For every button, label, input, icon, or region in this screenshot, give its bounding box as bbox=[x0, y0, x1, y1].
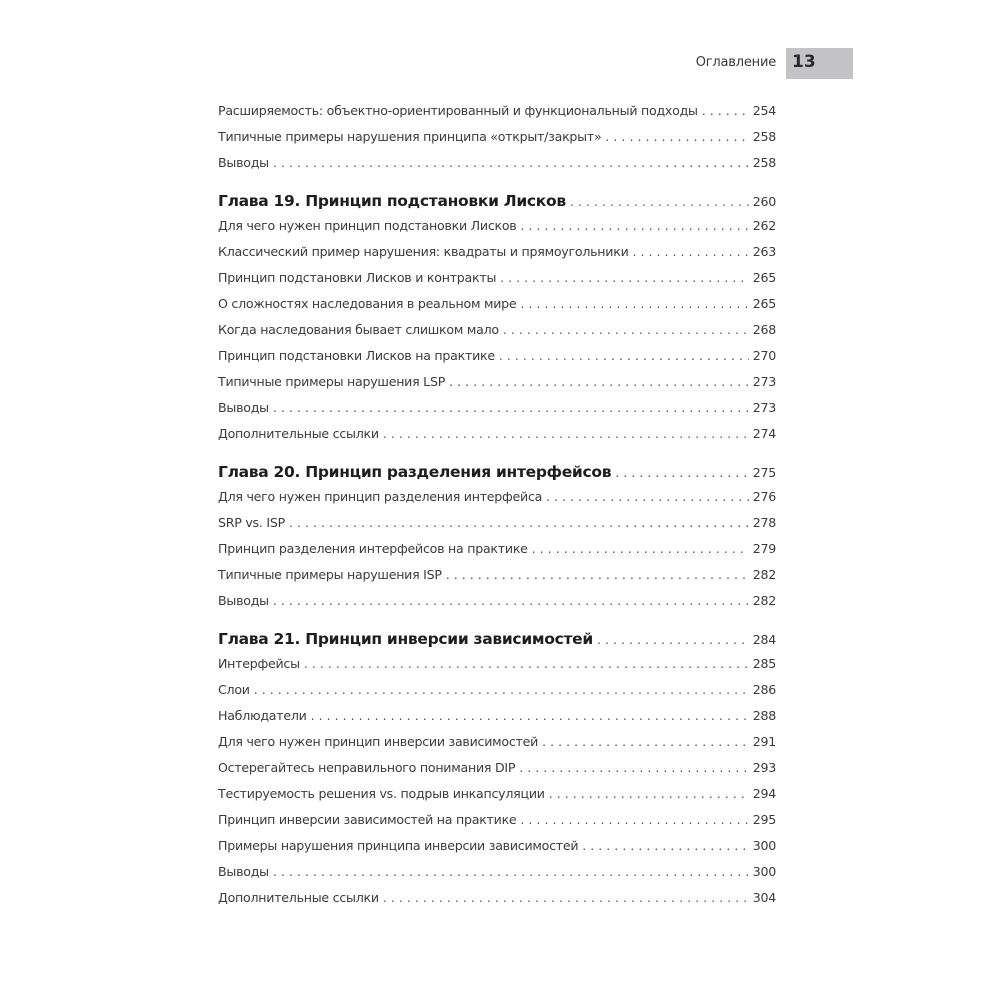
toc-chapter-entry[interactable] bbox=[218, 630, 776, 656]
dot-leader bbox=[499, 348, 749, 363]
dot-leader bbox=[446, 567, 749, 582]
toc-entry-title: О сложностях наследования в реальном мире bbox=[218, 296, 517, 311]
toc-section-entry[interactable] bbox=[218, 593, 776, 619]
toc-entry-title: Глава 19. Принцип подстановки Лисков bbox=[218, 192, 566, 210]
toc-section-entry[interactable] bbox=[218, 103, 776, 129]
dot-leader bbox=[500, 270, 749, 285]
table-of-contents bbox=[218, 103, 776, 916]
toc-section-entry[interactable] bbox=[218, 656, 776, 682]
toc-entry-title: Тестируемость решения vs. подрыв инкапсуляции bbox=[218, 786, 545, 801]
toc-entry-title: Выводы bbox=[218, 155, 269, 170]
toc-entry-title: Выводы bbox=[218, 864, 269, 879]
toc-chapter-entry[interactable] bbox=[218, 192, 776, 218]
toc-entry-page: 284 bbox=[752, 632, 776, 647]
toc-entry-title: Принцип подстановки Лисков на практике bbox=[218, 348, 495, 363]
dot-leader bbox=[304, 656, 749, 671]
toc-entry-title: Типичные примеры нарушения LSP bbox=[218, 374, 446, 389]
toc-entry-title: Типичные примеры нарушения принципа «открыт/закрыт» bbox=[218, 129, 602, 144]
toc-section-entry[interactable] bbox=[218, 838, 776, 864]
toc-entry-page: 262 bbox=[752, 218, 776, 233]
toc-entry-title: Когда наследования бывает слишком мало bbox=[218, 322, 499, 337]
toc-section-entry[interactable] bbox=[218, 244, 776, 270]
toc-entry-title: Типичные примеры нарушения ISP bbox=[218, 567, 442, 582]
toc-section-entry[interactable] bbox=[218, 541, 776, 567]
dot-leader bbox=[702, 103, 749, 118]
toc-entry-page: 275 bbox=[752, 465, 776, 480]
toc-entry-page: 294 bbox=[752, 786, 776, 801]
toc-entry-page: 282 bbox=[752, 567, 776, 582]
toc-section-entry[interactable] bbox=[218, 426, 776, 452]
toc-section-entry[interactable] bbox=[218, 864, 776, 890]
toc-entry-page: 278 bbox=[752, 515, 776, 530]
dot-leader bbox=[549, 786, 749, 801]
toc-entry-title: Интерфейсы bbox=[218, 656, 300, 671]
toc-entry-page: 274 bbox=[752, 426, 776, 441]
toc-entry-page: 300 bbox=[752, 838, 776, 853]
dot-leader bbox=[615, 465, 748, 480]
toc-section-entry[interactable] bbox=[218, 734, 776, 760]
toc-section-entry[interactable] bbox=[218, 515, 776, 541]
dot-leader bbox=[383, 426, 749, 441]
toc-section-entry[interactable] bbox=[218, 708, 776, 734]
toc-chapter-entry[interactable] bbox=[218, 463, 776, 489]
dot-leader bbox=[546, 489, 749, 504]
toc-entry-page: 273 bbox=[752, 400, 776, 415]
toc-entry-page: 263 bbox=[752, 244, 776, 259]
toc-entry-title: Принцип инверсии зависимостей на практике bbox=[218, 812, 517, 827]
dot-leader bbox=[633, 244, 749, 259]
toc-entry-page: 295 bbox=[752, 812, 776, 827]
toc-entry-page: 265 bbox=[752, 296, 776, 311]
toc-section-entry[interactable] bbox=[218, 760, 776, 786]
toc-entry-page: 270 bbox=[752, 348, 776, 363]
dot-leader bbox=[273, 400, 749, 415]
page-number-box bbox=[786, 48, 853, 79]
toc-entry-title: Принцип разделения интерфейсов на практике bbox=[218, 541, 528, 556]
toc-entry-title: Глава 20. Принцип разделения интерфейсов bbox=[218, 463, 612, 481]
toc-entry-title: Выводы bbox=[218, 593, 269, 608]
toc-entry-title: SRP vs. ISP bbox=[218, 515, 285, 530]
toc-section-entry[interactable] bbox=[218, 296, 776, 322]
toc-entry-page: 273 bbox=[752, 374, 776, 389]
toc-entry-title: Для чего нужен принцип разделения интерфейса bbox=[218, 489, 543, 504]
toc-section-entry[interactable] bbox=[218, 890, 776, 916]
toc-entry-page: 282 bbox=[752, 593, 776, 608]
dot-leader bbox=[273, 155, 749, 170]
toc-section-entry[interactable] bbox=[218, 400, 776, 426]
toc-section-entry[interactable] bbox=[218, 270, 776, 296]
running-header bbox=[600, 48, 853, 79]
dot-leader bbox=[449, 374, 749, 389]
toc-section-entry[interactable] bbox=[218, 489, 776, 515]
dot-leader bbox=[273, 593, 749, 608]
toc-entry-title: Принцип подстановки Лисков и контракты bbox=[218, 270, 497, 285]
dot-leader bbox=[520, 812, 748, 827]
toc-section-entry[interactable] bbox=[218, 812, 776, 838]
dot-leader bbox=[311, 708, 749, 723]
toc-entry-page: 285 bbox=[752, 656, 776, 671]
dot-leader bbox=[542, 734, 749, 749]
toc-section-entry[interactable] bbox=[218, 786, 776, 812]
toc-entry-page: 304 bbox=[752, 890, 776, 905]
toc-entry-title: Наблюдатели bbox=[218, 708, 307, 723]
toc-entry-page: 254 bbox=[752, 103, 776, 118]
toc-entry-page: 258 bbox=[752, 129, 776, 144]
toc-entry-page: 286 bbox=[752, 682, 776, 697]
toc-section-entry[interactable] bbox=[218, 129, 776, 155]
running-title: Оглавление bbox=[695, 55, 776, 70]
toc-section-entry[interactable] bbox=[218, 322, 776, 348]
toc-section-entry[interactable] bbox=[218, 218, 776, 244]
toc-entry-page: 291 bbox=[752, 734, 776, 749]
toc-entry-page: 300 bbox=[752, 864, 776, 879]
toc-section-entry[interactable] bbox=[218, 348, 776, 374]
toc-entry-page: 288 bbox=[752, 708, 776, 723]
toc-entry-title: Для чего нужен принцип инверсии зависимостей bbox=[218, 734, 539, 749]
toc-entry-title: Расширяемость: объектно-ориентированный и функциональный подходы bbox=[218, 103, 698, 118]
dot-leader bbox=[520, 218, 748, 233]
toc-entry-title: Глава 21. Принцип инверсии зависимостей bbox=[218, 630, 593, 648]
dot-leader bbox=[503, 322, 749, 337]
toc-section-entry[interactable] bbox=[218, 567, 776, 593]
toc-entry-title: Дополнительные ссылки bbox=[218, 426, 379, 441]
toc-entry-title: Выводы bbox=[218, 400, 269, 415]
toc-section-entry[interactable] bbox=[218, 155, 776, 181]
dot-leader bbox=[605, 129, 748, 144]
dot-leader bbox=[289, 515, 749, 530]
toc-entry-title: Дополнительные ссылки bbox=[218, 890, 379, 905]
toc-section-entry[interactable] bbox=[218, 374, 776, 400]
toc-entry-page: 268 bbox=[752, 322, 776, 337]
toc-entry-title: Классический пример нарушения: квадраты и прямоугольники bbox=[218, 244, 629, 259]
toc-entry-title: Слои bbox=[218, 682, 250, 697]
dot-leader bbox=[582, 838, 748, 853]
toc-entry-title: Для чего нужен принцип подстановки Лисков bbox=[218, 218, 517, 233]
dot-leader bbox=[254, 682, 749, 697]
toc-entry-title: Остерегайтесь неправильного понимания DIP bbox=[218, 760, 516, 775]
dot-leader bbox=[597, 632, 749, 647]
toc-entry-page: 293 bbox=[752, 760, 776, 775]
dot-leader bbox=[532, 541, 749, 556]
dot-leader bbox=[273, 864, 749, 879]
toc-entry-page: 276 bbox=[752, 489, 776, 504]
dot-leader bbox=[570, 194, 749, 209]
toc-section-entry[interactable] bbox=[218, 682, 776, 708]
toc-entry-page: 260 bbox=[752, 194, 776, 209]
dot-leader bbox=[519, 760, 748, 775]
toc-entry-page: 258 bbox=[752, 155, 776, 170]
toc-entry-title: Примеры нарушения принципа инверсии зависимостей bbox=[218, 838, 579, 853]
toc-entry-page: 279 bbox=[752, 541, 776, 556]
page-number: 13 bbox=[792, 52, 816, 72]
toc-entry-page: 265 bbox=[752, 270, 776, 285]
dot-leader bbox=[383, 890, 749, 905]
dot-leader bbox=[520, 296, 748, 311]
